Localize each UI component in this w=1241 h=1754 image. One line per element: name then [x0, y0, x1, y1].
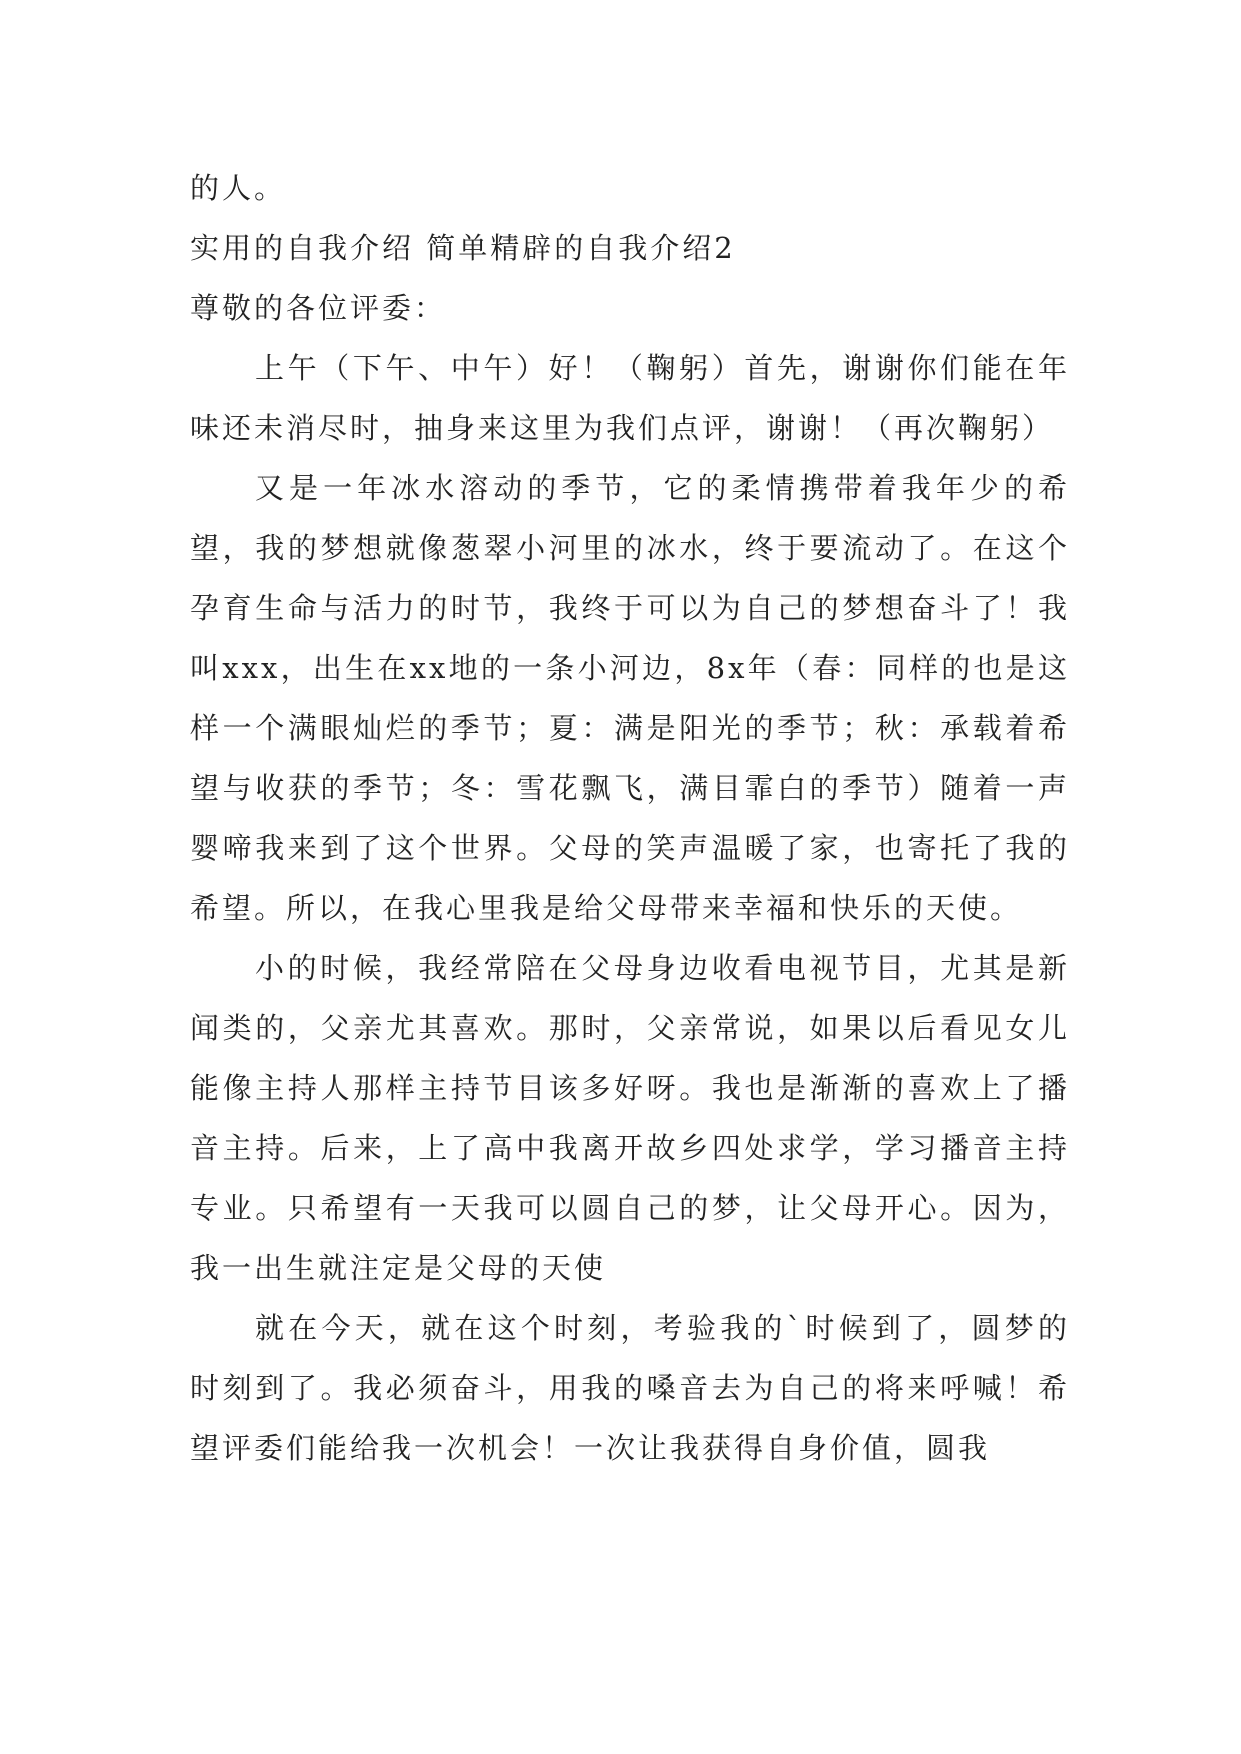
- paragraph-greeting: 上午（下午、中午）好！（鞠躬）首先，谢谢你们能在年味还未消尽时，抽身来这里为我们点评，谢谢！（再次鞠躬）: [190, 351, 1070, 445]
- continuation-text: 的人。: [190, 171, 287, 205]
- section-heading: 实用的自我介绍 简单精辟的自我介绍2: [190, 231, 736, 265]
- salutation: 尊敬的各位评委：: [190, 291, 447, 325]
- paragraph-today: 就在今天，就在这个时刻，考验我的`时候到了，圆梦的时刻到了。我必须奋斗，用我的嗓音去为自己的将来呼喊！希望评委们能给我一次机会！一次让我获得自身价值，圆我: [190, 1311, 1070, 1465]
- paragraph-birth: 又是一年冰水溶动的季节，它的柔情携带着我年少的希望，我的梦想就像葱翠小河里的冰水，终于要流动了。在这个孕育生命与活力的时节，我终于可以为自己的梦想奋斗了！我叫xxx，出生在xx地的一条小河边，8x年（春：同样的也是这样一个满眼灿烂的季节；夏：满是阳光的季节；秋：承载着希望与收获的季节；冬：雪花飘飞，满目霏白的季节）随着一声婴啼我来到了这个世界。父母的笑声温暖了家，也寄托了我的希望。所以，在我心里我是给父母带来幸福和快乐的天使。: [190, 471, 1070, 925]
- document-body: [190, 158, 1070, 1478]
- paragraph-childhood: 小的时候，我经常陪在父母身边收看电视节目，尤其是新闻类的，父亲尤其喜欢。那时，父亲常说，如果以后看见女儿能像主持人那样主持节目该多好呀。我也是渐渐的喜欢上了播音主持。后来，上了高中我离开故乡四处求学，学习播音主持专业。只希望有一天我可以圆自己的梦，让父母开心。因为，我一出生就注定是父母的天使: [190, 951, 1070, 1285]
